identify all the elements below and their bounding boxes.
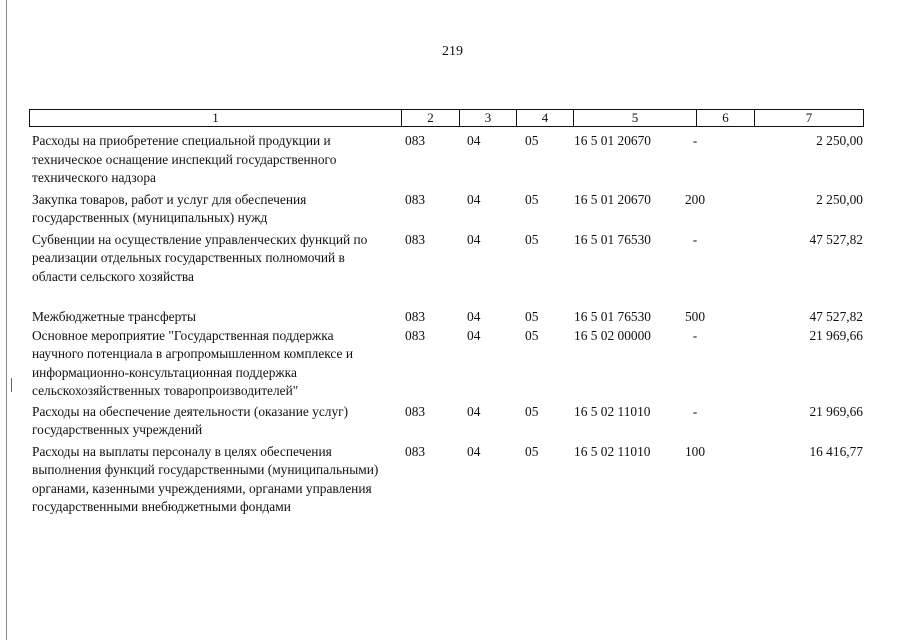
header-col-3: 3 — [459, 110, 516, 126]
row-subsection-code: 05 — [525, 327, 539, 343]
row-name: Субвенции на осуществление управленческих функций по реализации отдельных государственных полномочий в области сельского хозяйства — [32, 231, 368, 284]
row-expense-type: 500 — [684, 309, 706, 324]
row-target-code: 16 5 02 11010 — [574, 443, 651, 459]
row-expense-type: 200 — [684, 191, 706, 207]
row-ministry-code: 083 — [405, 133, 426, 148]
row-amount: 21 969,66 — [809, 403, 863, 419]
row-amount: 2 250,00 — [816, 133, 863, 148]
row-expense-type: 100 — [684, 443, 706, 459]
table-row — [0, 132, 905, 188]
row-section-code: 04 — [467, 309, 481, 324]
row-subsection-code: 05 — [525, 191, 539, 207]
page-number: 219 — [442, 44, 463, 59]
row-amount: 47 527,82 — [809, 309, 863, 324]
row-section-code: 04 — [467, 443, 481, 459]
row-expense-type: - — [692, 133, 698, 148]
row-amount: 21 969,66 — [809, 327, 863, 343]
row-target-code: 16 5 01 76530 — [574, 309, 651, 324]
header-col-5: 5 — [573, 110, 696, 126]
table-row — [0, 403, 905, 440]
row-section-code: 04 — [467, 327, 481, 343]
row-name: Расходы на приобретение специальной продукции и техническое оснащение инспекций государственного технического надзора — [32, 133, 337, 185]
header-col-6: 6 — [696, 110, 754, 126]
row-ministry-code: 083 — [405, 443, 426, 459]
table-row — [0, 231, 905, 287]
header-col-4: 4 — [516, 110, 573, 126]
row-subsection-code: 05 — [525, 133, 539, 148]
row-target-code: 16 5 02 11010 — [574, 403, 651, 419]
table-row — [0, 443, 905, 517]
row-subsection-code: 05 — [525, 443, 539, 459]
table-row — [0, 308, 905, 327]
table-header — [29, 109, 864, 127]
header-col-1: 1 — [212, 110, 219, 125]
row-amount: 16 416,77 — [809, 443, 863, 459]
row-subsection-code: 05 — [525, 309, 539, 324]
row-expense-type: - — [692, 403, 698, 419]
row-target-code: 16 5 01 76530 — [574, 231, 651, 247]
row-target-code: 16 5 02 00000 — [574, 327, 651, 343]
row-amount: 2 250,00 — [816, 191, 863, 207]
row-name: Межбюджетные трансферты — [32, 309, 196, 324]
row-section-code: 04 — [467, 133, 481, 148]
row-subsection-code: 05 — [525, 403, 539, 419]
header-col-7: 7 — [754, 110, 863, 126]
row-name: Основное мероприятие "Государственная поддержка научного потенциала в агропромышленном комплексе и информационно-консультационная поддержка сельскохозяйственных товаропроизводителей" — [32, 327, 354, 398]
row-ministry-code: 083 — [405, 231, 426, 247]
row-ministry-code: 083 — [405, 309, 426, 324]
row-section-code: 04 — [467, 231, 481, 247]
table-row — [0, 191, 905, 228]
table-row — [0, 327, 905, 401]
row-ministry-code: 083 — [405, 191, 426, 207]
row-section-code: 04 — [467, 191, 481, 207]
row-ministry-code: 083 — [405, 403, 426, 419]
row-target-code: 16 5 01 20670 — [574, 191, 651, 207]
row-section-code: 04 — [467, 403, 481, 419]
row-expense-type: - — [692, 231, 698, 247]
row-subsection-code: 05 — [525, 231, 539, 247]
header-col-2: 2 — [401, 110, 459, 126]
row-name: Закупка товаров, работ и услуг для обеспечения государственных (муниципальных) нужд — [32, 191, 307, 225]
row-ministry-code: 083 — [405, 327, 426, 343]
row-amount: 47 527,82 — [809, 231, 863, 247]
row-name: Расходы на обеспечение деятельности (оказание услуг) государственных учреждений — [32, 403, 349, 437]
table-body — [0, 132, 905, 517]
row-expense-type: - — [692, 327, 698, 343]
row-target-code: 16 5 01 20670 — [574, 133, 651, 148]
row-name: Расходы на выплаты персоналу в целях обеспечения выполнения функций государственными (муниципальными) органами, казенными учреждениями, органами управления государственными внебюджетными фондами — [32, 443, 379, 514]
